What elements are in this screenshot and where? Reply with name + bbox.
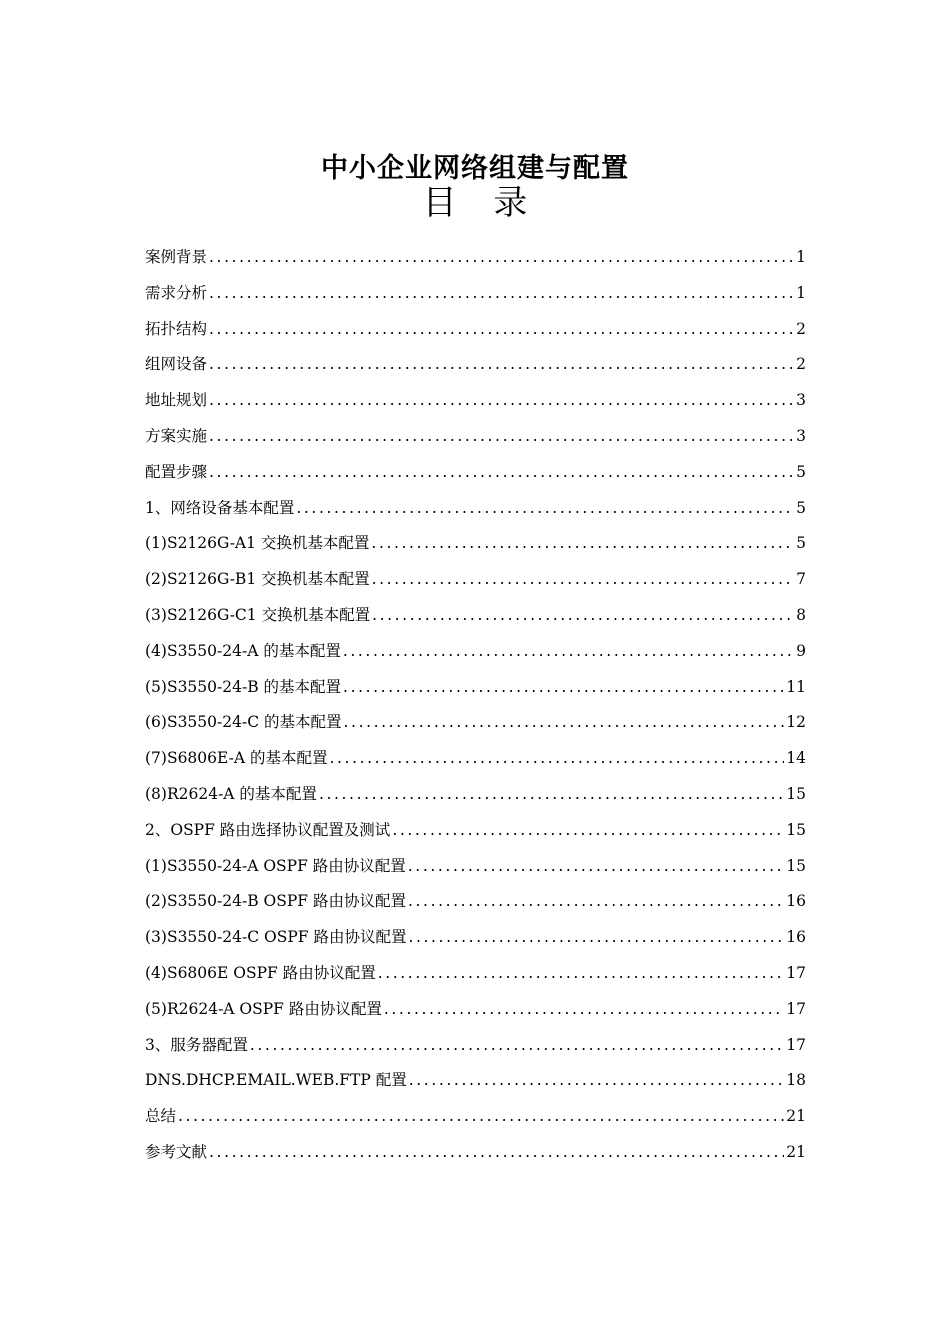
- dot-leader: [409, 1063, 785, 1099]
- toc-entry-page: 17: [786, 1035, 806, 1054]
- toc-entry[interactable]: [145, 455, 806, 491]
- toc-entry-page: 2: [796, 319, 806, 338]
- toc-entry[interactable]: [145, 276, 806, 312]
- toc-entry[interactable]: [145, 634, 806, 670]
- toc-entry-label: 方案实施: [145, 426, 208, 445]
- toc-entry-label: (4)S3550-24-A 的基本配置: [145, 641, 341, 660]
- dot-leader: [408, 849, 784, 885]
- dot-leader: [250, 1028, 784, 1064]
- dot-leader: [209, 276, 794, 312]
- toc-entry[interactable]: [145, 884, 806, 920]
- toc-entry-page: 15: [786, 784, 806, 803]
- toc-entry-label: DNS.DHCP.EMAIL.WEB.FTP 配置: [145, 1071, 407, 1090]
- dot-leader: [296, 491, 794, 527]
- toc-entry-label: (1)S3550-24-A OSPF 路由协议配置: [145, 856, 406, 875]
- toc-entry-label: (7)S6806E-A 的基本配置: [145, 749, 328, 768]
- toc-entry-page: 3: [796, 426, 806, 445]
- dot-leader: [384, 992, 784, 1028]
- dot-leader: [178, 1099, 784, 1135]
- toc-entry-label: (5)S3550-24-B 的基本配置: [145, 677, 342, 696]
- toc-entry-label: 配置步骤: [145, 462, 208, 481]
- toc-entry-page: 5: [796, 462, 806, 481]
- toc-entry[interactable]: [145, 562, 806, 598]
- toc-entry-label: 需求分析: [145, 283, 208, 302]
- dot-leader: [209, 419, 794, 455]
- toc-entry[interactable]: [145, 849, 806, 885]
- toc-entry-label: 组网设备: [145, 355, 208, 374]
- toc-entry-label: 案例背景: [145, 248, 208, 266]
- toc-entry[interactable]: [145, 992, 806, 1028]
- toc-entry-page: 15: [786, 856, 806, 875]
- toc-entry[interactable]: [145, 1063, 806, 1099]
- toc-entry[interactable]: [145, 777, 806, 813]
- toc-entry-page: 9: [796, 641, 806, 660]
- toc-entry[interactable]: [145, 920, 806, 956]
- dot-leader: [343, 634, 794, 670]
- table-of-contents: [145, 240, 806, 1171]
- toc-entry[interactable]: [145, 491, 806, 527]
- dot-leader: [408, 920, 784, 956]
- toc-entry[interactable]: [145, 598, 806, 634]
- toc-entry-page: 1: [796, 248, 806, 266]
- toc-entry[interactable]: [145, 1099, 806, 1135]
- toc-entry-page: 15: [786, 820, 806, 839]
- toc-entry-page: 12: [786, 713, 806, 732]
- toc-entry[interactable]: [145, 347, 806, 383]
- dot-leader: [372, 598, 794, 634]
- toc-entry[interactable]: [145, 240, 806, 276]
- toc-entry-label: 总结: [145, 1107, 177, 1126]
- toc-entry-page: 17: [786, 999, 806, 1018]
- toc-entry-label: (4)S6806E OSPF 路由协议配置: [145, 963, 376, 982]
- toc-entry-page: 1: [796, 283, 806, 302]
- toc-entry[interactable]: [145, 956, 806, 992]
- dot-leader: [209, 383, 794, 419]
- toc-entry-page: 16: [786, 892, 806, 911]
- toc-entry[interactable]: [145, 1135, 806, 1171]
- dot-leader: [209, 312, 794, 348]
- toc-entry-page: 14: [786, 749, 806, 768]
- document-title: 中小企业网络组建与配置: [321, 153, 629, 185]
- toc-entry-page: 5: [796, 498, 806, 517]
- toc-entry-page: 21: [786, 1142, 806, 1161]
- toc-entry-label: 1、网络设备基本配置: [145, 498, 295, 517]
- toc-entry[interactable]: [145, 813, 806, 849]
- toc-entry[interactable]: [145, 526, 806, 562]
- toc-entry-label: (1)S2126G-A1 交换机基本配置: [145, 534, 370, 553]
- toc-heading: 目 录: [422, 183, 528, 223]
- toc-entry[interactable]: [145, 705, 806, 741]
- toc-entry-page: 8: [796, 605, 806, 624]
- toc-entry-label: 参考文献: [145, 1142, 208, 1161]
- toc-entry-page: 5: [796, 534, 806, 553]
- dot-leader: [319, 777, 784, 813]
- toc-entry-page: 18: [786, 1071, 806, 1090]
- toc-entry-page: 11: [786, 677, 806, 696]
- dot-leader: [209, 455, 794, 491]
- dot-leader: [329, 741, 784, 777]
- toc-entry-page: 3: [796, 391, 806, 410]
- toc-entry-label: (2)S2126G-B1 交换机基本配置: [145, 570, 370, 589]
- toc-entry-label: 拓扑结构: [145, 319, 208, 338]
- dot-leader: [343, 670, 784, 706]
- dot-leader: [371, 526, 794, 562]
- dot-leader: [372, 562, 795, 598]
- dot-leader: [209, 347, 794, 383]
- toc-entry[interactable]: [145, 1028, 806, 1064]
- toc-entry-label: 地址规划: [145, 391, 208, 410]
- dot-leader: [378, 956, 785, 992]
- toc-entry[interactable]: [145, 741, 806, 777]
- toc-entry[interactable]: [145, 419, 806, 455]
- dot-leader: [209, 240, 794, 276]
- toc-entry-page: 21: [786, 1107, 806, 1126]
- dot-leader: [392, 813, 784, 849]
- toc-entry-label: (3)S2126G-C1 交换机基本配置: [145, 605, 371, 624]
- toc-entry-page: 2: [796, 355, 806, 374]
- toc-entry[interactable]: [145, 383, 806, 419]
- toc-entry-label: (5)R2624-A OSPF 路由协议配置: [145, 999, 382, 1018]
- toc-entry-label: (6)S3550-24-C 的基本配置: [145, 713, 342, 732]
- toc-entry-page: 7: [796, 570, 806, 589]
- toc-entry-label: (8)R2624-A 的基本配置: [145, 784, 317, 803]
- toc-entry[interactable]: [145, 670, 806, 706]
- toc-entry[interactable]: [145, 312, 806, 348]
- dot-leader: [209, 1135, 784, 1171]
- toc-entry-page: 16: [786, 928, 806, 947]
- toc-entry-label: 3、服务器配置: [145, 1035, 248, 1054]
- toc-entry-page: 17: [786, 963, 806, 982]
- toc-entry-label: (3)S3550-24-C OSPF 路由协议配置: [145, 928, 407, 947]
- toc-entry-label: (2)S3550-24-B OSPF 路由协议配置: [145, 892, 406, 911]
- dot-leader: [344, 705, 785, 741]
- dot-leader: [408, 884, 784, 920]
- toc-entry-label: 2、OSPF 路由选择协议配置及测试: [145, 820, 391, 839]
